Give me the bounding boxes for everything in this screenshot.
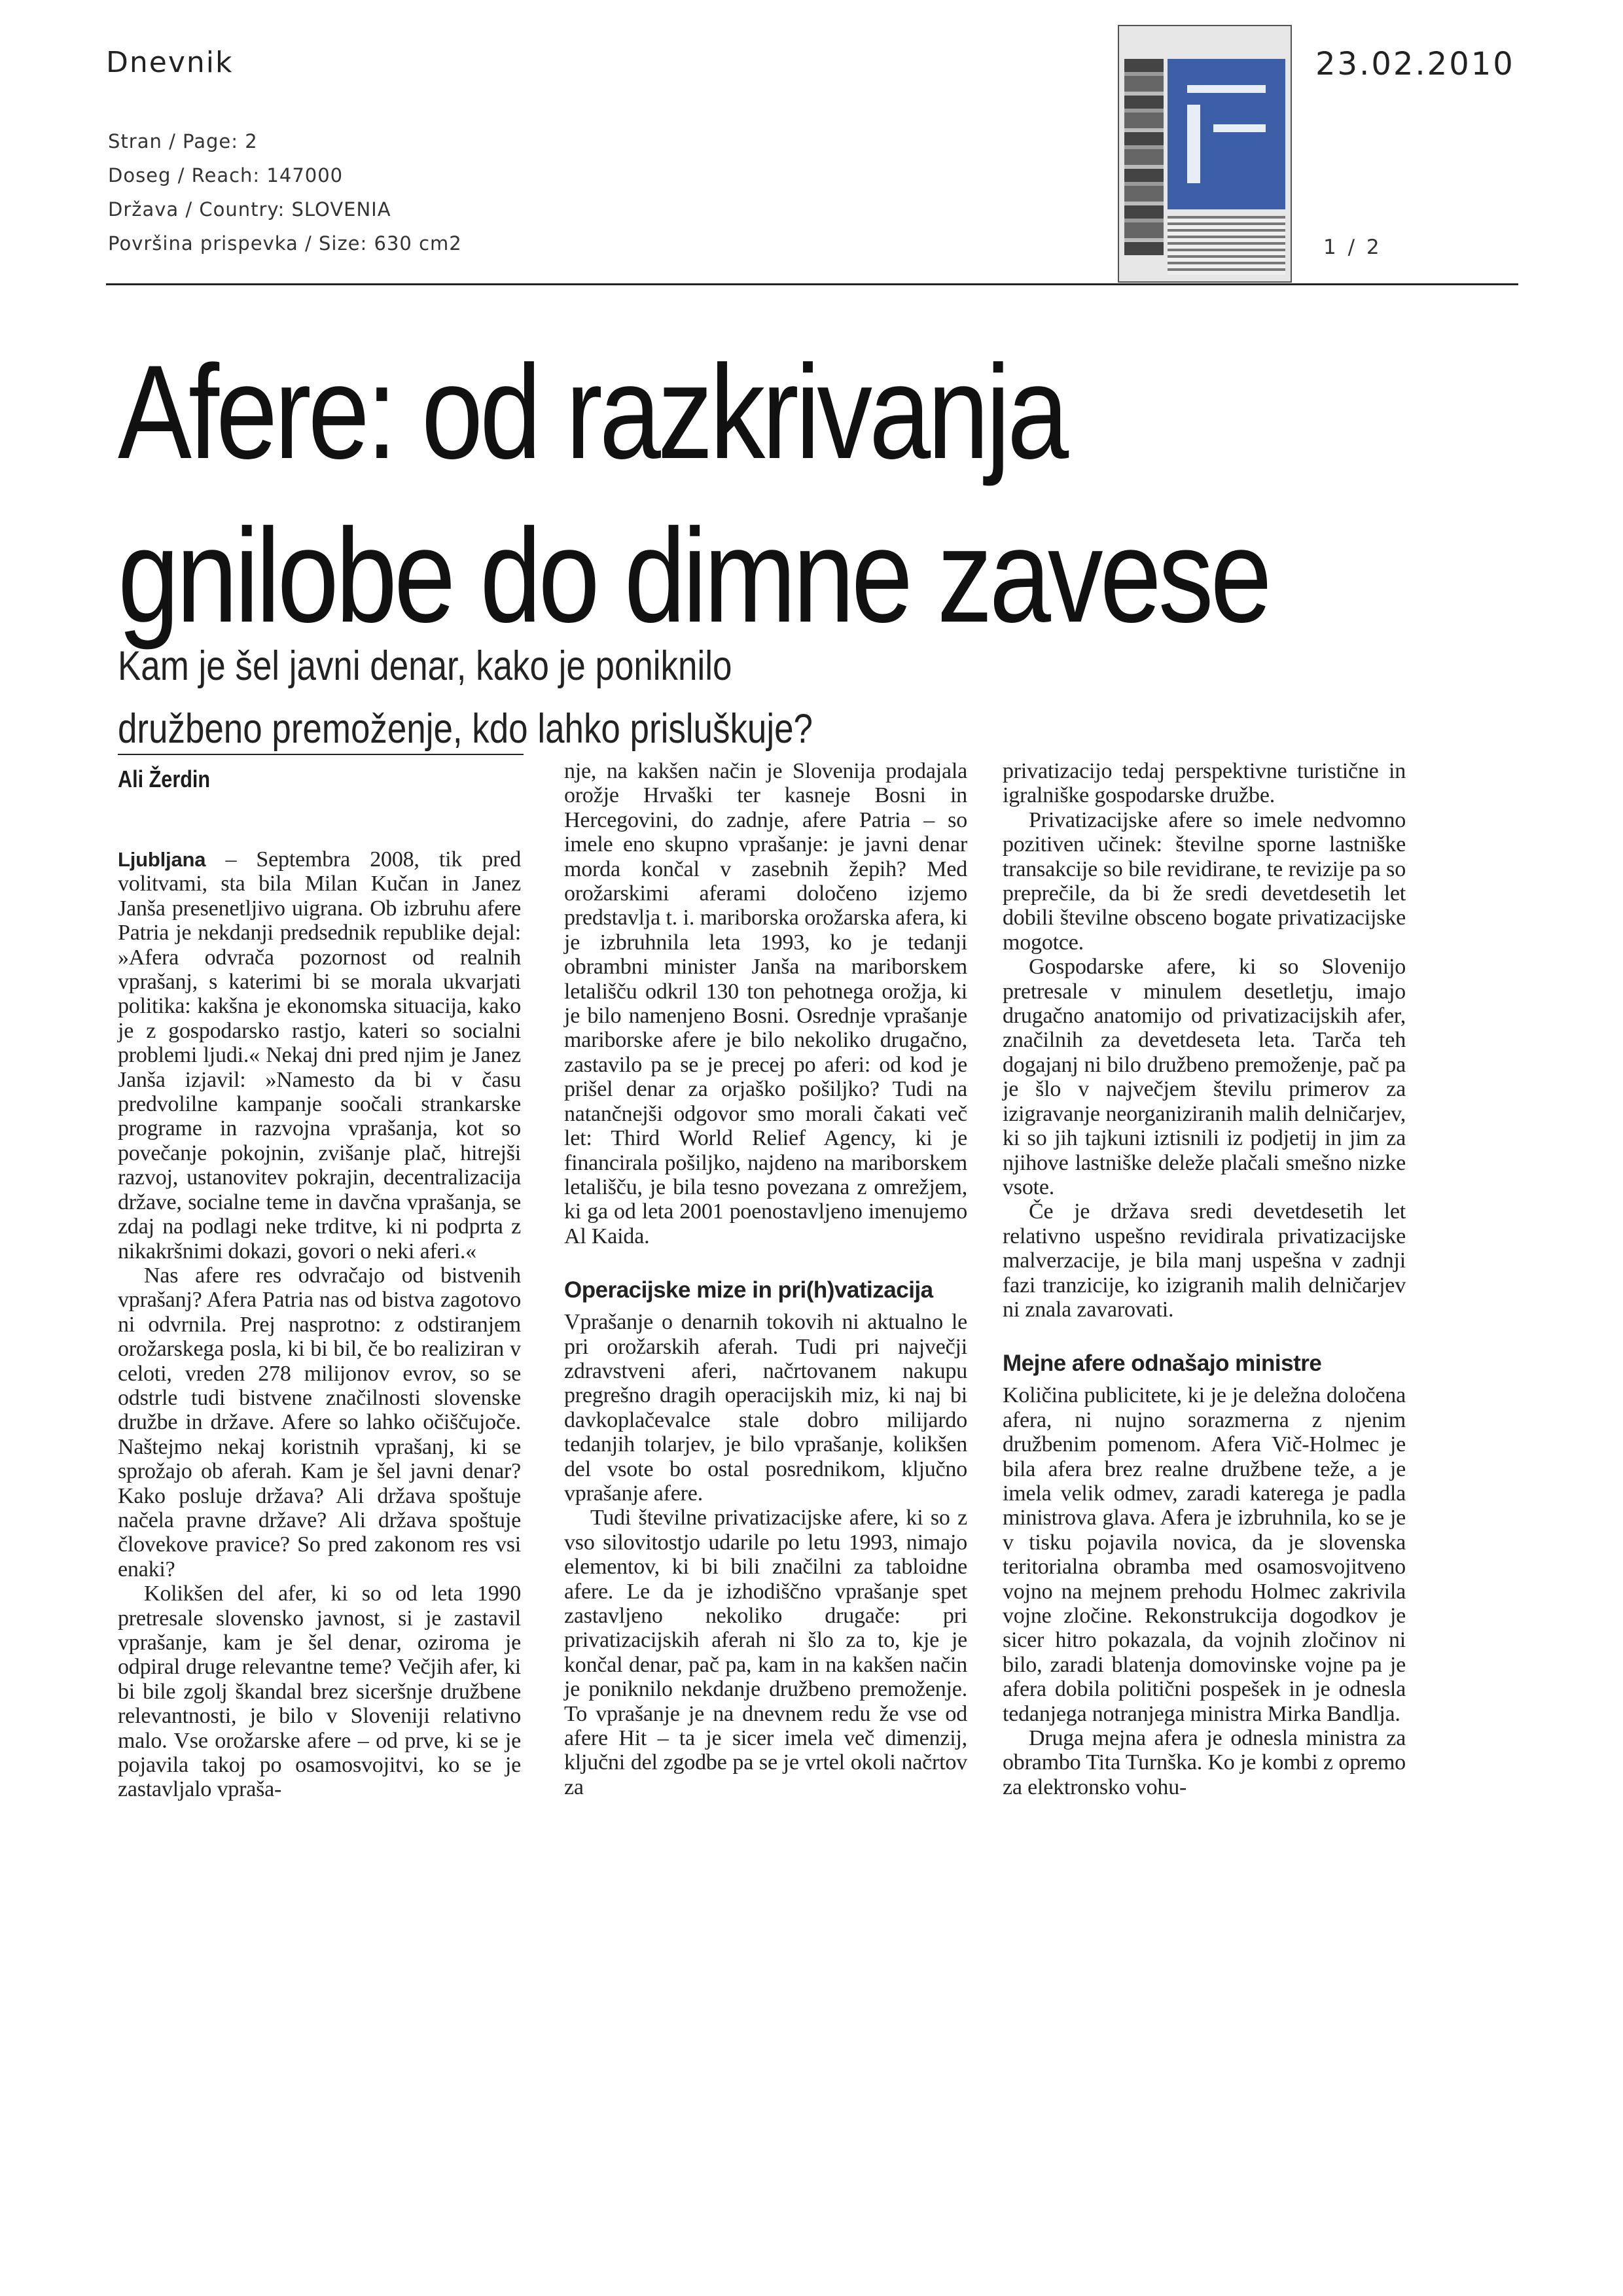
paragraph: Če je država sredi devetdesetih let relativno uspešno revidirala privatizacijske malverzacije, je bila manj uspešna v zadnji fazi tranzicije, ko izigranih malih delničarjev ni znala zavarovati. [1003, 1199, 1406, 1322]
article-column-3 [1003, 759, 1406, 1799]
country-label: Država / Country: SLOVENIA [108, 198, 391, 221]
paragraph: Kolikšen del afer, ki so od leta 1990 pretresale slovensko javnost, si je zastavil vprašanje, kam je šel denar, oziroma je odpiral druge relevantne teme? Večjih afer, ki bi bile zgolj škandal brez siceršnje družbene relevantnosti, je bilo v Sloveniji relativno malo. Vse orožarske afere – od prve, ki se je pojavila takoj po osamosvojitvi, ko se je zastavljalo vpraša- [118, 1581, 521, 1802]
paragraph: nje, na kakšen način je Slovenija prodajala orožje Hrvaški ter kasneje Bosni in Hercegovini, do zadnje, afere Patria – so imele eno skupno vprašanje: je javni denar morda končal v zasebnih žepih? Med orožarskimi aferami določeno izjemo predstavlja t. i. mariborska orožarska afera, ki je izbruhnila leta 1993, ko je tedanji obrambni minister Janša na mariborskem letališču odkril 130 ton pehotnega orožja, ki je bilo namenjeno Bosni. Osrednje vprašanje mariborske afere je bilo nekoliko drugačno, zastavilo pa se je precej po aferi: od kod je prišel denar za orjaško pošiljko? Tudi na natančnejši odgovor smo morali čakati več let: Third World Relief Agency, ki je financirala pošiljko, najdeno na mariborskem letališču, je bila tesno povezana z omrežjem, ki ga od leta 2001 poenostavljeno imenujemo Al Kaida. [564, 759, 967, 1248]
article-column-1 [118, 847, 521, 1802]
subtitle-line-2: družbeno premoženje, kdo lahko prisluškuje? [118, 706, 813, 752]
byline-divider [118, 754, 524, 755]
article-column-2 [564, 759, 967, 1799]
author-byline: Ali Žerdin [118, 766, 211, 792]
clipping-metadata [108, 124, 462, 260]
article-subtitle [118, 635, 832, 760]
page-thumbnail [1118, 25, 1292, 283]
paragraph: Vprašanje o denarnih tokovih ni aktualno le pri orožarskih aferah. Tudi pri največji zdravstveni aferi, načrtovanem nakupu pregrešno dragih operacijskih miz, ki naj bi davkoplačevalce stale dobro milijardo tedanjih tolarjev, je bilo vprašanje, kolikšen del vsote bo ostal posrednikom, ključno vprašanje afere. [564, 1310, 967, 1506]
size-label: Površina prispevka / Size: 630 cm2 [108, 232, 462, 255]
headline-line-2: gnilobe do dimne zavese [118, 501, 1269, 650]
paragraph: Privatizacijske afere so imele nedvomno pozitiven učinek: številne sporne lastniške transakcije so bile revidirane, te revizije pa so preprečile, da bi že sredi devetdesetih let dobili številne obsceno bogate privatizacijske mogotce. [1003, 807, 1406, 955]
reach-label: Doseg / Reach: 147000 [108, 164, 344, 186]
page-count: 1 / 2 [1323, 236, 1382, 259]
dateline: Ljubljana [118, 848, 206, 871]
section-heading: Operacijske mize in pri(h)vatizacija [564, 1277, 933, 1303]
paragraph: Tudi številne privatizacijske afere, ki so z vso silovitostjo udarile po letu 1993, nimajo elementov, ki bi bili značilni za tabloidne afere. Le da je izhodiščno vprašanje spet zastavljeno nekoliko drugače: pri privatizacijskih aferah ni šlo za to, kje je končal denar, pač pa, kam in na kakšen način je poniknilo nekdanje družbeno premoženje. To vprašanje je na dnevnem redu že vse od afere Hit – ta je sicer imela več dimenzij, ključni del zgodbe pa se je vrtel okoli načrtov za [564, 1506, 967, 1799]
paragraph: Količina publicitete, ki je je deležna določena afera, ni nujno sorazmerna z njenim družbenim pomenom. Afera Vič-Holmec je bila afera brez realne družbene teže, a je imela velik odmev, zaradi katerega je padla ministrova glava. Afera je izbruhnila, ko se je v tisku pojavila novica, da je slovenska teritorialna obramba med osamosvojitveno vojno na mejnem prehodu Holmec zakrivila vojne zločine. Rekonstrukcija dogodkov je sicer hitro pokazala, da vojnih zločinov ni bilo, zaradi blatenja domovinske vojne pa je afera dobila politični pospešek in je odnesla tedanjega notranjega ministra Mirka Bandlja. [1003, 1383, 1406, 1726]
publication-name: Dnevnik [106, 46, 234, 79]
paragraph: Druga mejna afera je odnesla ministra za obrambo Tita Turnška. Ko je kombi z opremo za elektronsko vohu- [1003, 1726, 1406, 1799]
publication-date: 23.02.2010 [1315, 46, 1515, 82]
paragraph: Nas afere res odvračajo od bistvenih vprašanj? Afera Patria nas od bistva zagotovo ni odvrnila. Prej nasprotno: z odstiranjem orožarskega posla, ki bi bil, če bo realiziran v celoti, vreden 278 milijonov evrov, so se odstrle tudi bistvene značilnosti slovenske družbe in države. Afere so lahko očiščujoče. Naštejmo nekaj koristnih vprašanj, ki se sprožajo ob aferah. Kam je šel javni denar? Kako posluje država? Ali država spoštuje načela pravne države? Ali država spoštuje človekove pravice? So pred zakonom res vsi enaki? [118, 1263, 521, 1581]
page-label: Stran / Page: 2 [108, 130, 258, 152]
paragraph: privatizacijo tedaj perspektivne turistične in igralniške gospodarske družbe. [1003, 759, 1406, 808]
paragraph: Ljubljana – Septembra 2008, tik pred volitvami, sta bila Milan Kučan in Janez Janša presenetljivo uigrana. Ob izbruhu afere Patria je nekdanji predsednik republike dejal: »Afera odvrača pozornost od realnih vprašanj, s katerimi bi se morala ukvarjati politika: kakšna je ekonomska situacija, kako je z gospodarsko rastjo, kateri so socialni problemi ljudi.« Nekaj dni pred njim je Janez Janša izjavil: »Namesto da bi v času predvolilne kampanje soočali strankarske programe in razvojna vprašanja, kot so povečanje pokojnin, zvišanje plač, hitrejši razvoj, ustanovitev pokrajin, decentralizacija države, socialne teme in davčna vprašanja, se zdaj na podlagi neke trditve, ki ni podprta z nikakršnimi dokazi, govori o neki aferi.« [118, 847, 521, 1263]
headline-line-1: Afere: od razkrivanja [118, 338, 1066, 487]
subtitle-line-1: Kam je šel javni denar, kako je poniknilo [118, 643, 732, 689]
paragraph: Gospodarske afere, ki so Slovenijo pretresale v minulem desetletju, imajo drugačno anatomijo od privatizacijskih afer, značilnih za devetdeseta leta. Tarča teh dogajanj ni bilo družbeno premoženje, pač pa je šlo v največjem številu primerov za izigravanje neorganiziranih malih delničarjev, ki so jih tajkuni iztisnili iz podjetij in jim za njihove lastniške deleže plačali smešno nizke vsote. [1003, 955, 1406, 1199]
section-heading: Mejne afere odnašajo ministre [1003, 1351, 1322, 1377]
header-divider [106, 283, 1518, 285]
article-headline [118, 330, 1313, 658]
